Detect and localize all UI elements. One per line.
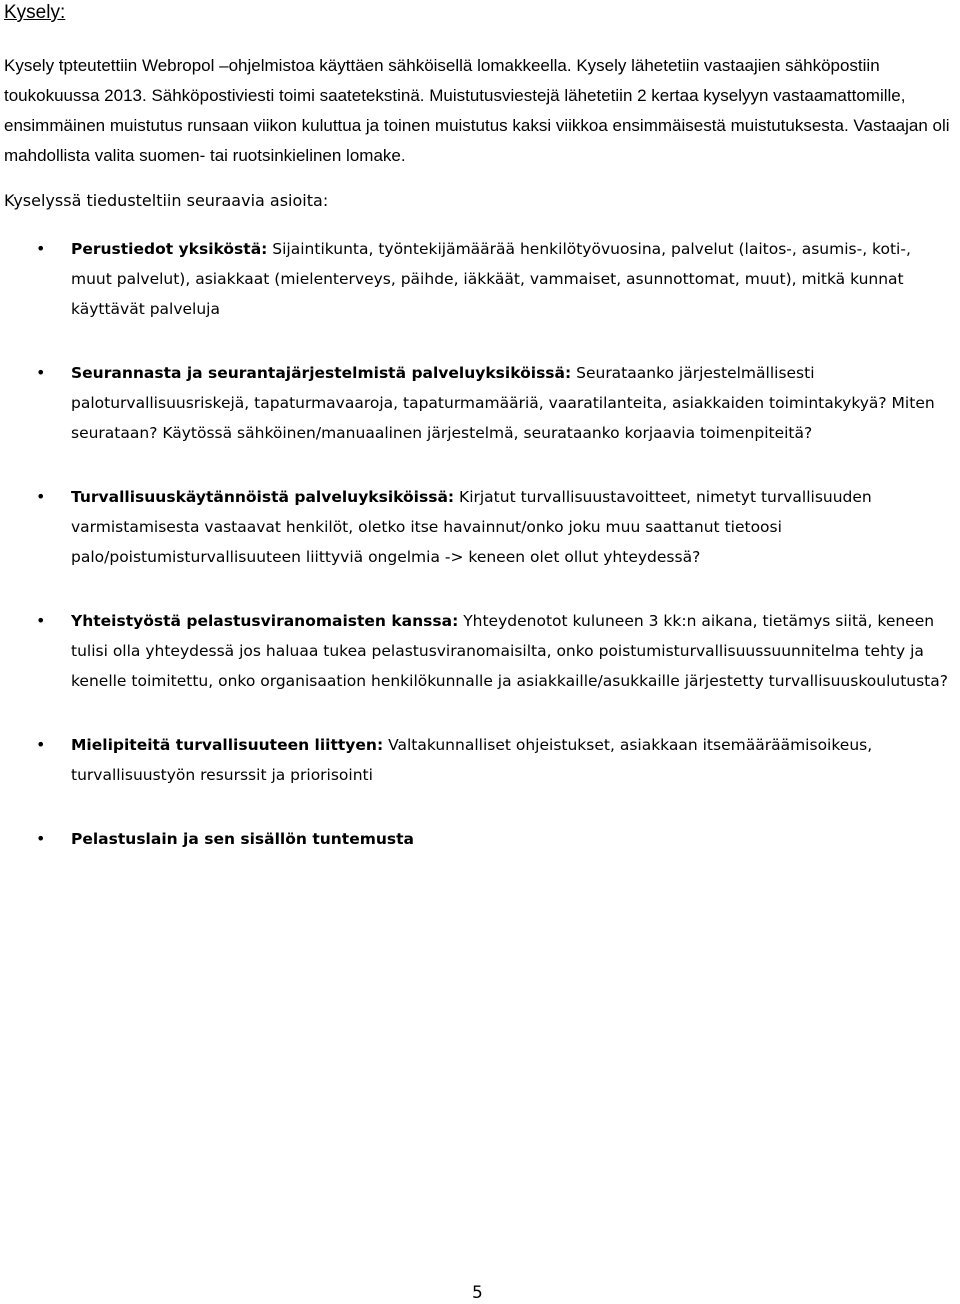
- item-title: Seurannasta ja seurantajärjestelmistä palveluyksiköissä:: [71, 364, 572, 382]
- list-item: [0, 730, 951, 790]
- item-title: Yhteistyöstä pelastusviranomaisten kanssa:: [71, 612, 459, 630]
- item-text: Yhteydenotot kuluneen 3 kk:n aikana, tietämys siitä, keneen tulisi olla yhteydessä jos haluaa tukea pelastusviranomaisilta, onko poistumisturvallisuussuunnitelma tehty ja kenelle toimitettu, onko organisaation henkilökunnalle ja asiakkaille/asukkaille järjestetty turvallisuuskoulutusta?: [71, 612, 948, 690]
- item-text: Valtakunnalliset ohjeistukset, asiakkaan itsemääräämisoikeus, turvallisuustyön resurssit ja priorisointi: [71, 736, 873, 784]
- item-text: Sijaintikunta, työntekijämäärää henkilötyövuosina, palvelut (laitos-, asumis-, koti-, muut palvelut), asiakkaat (mielenterveys, päihde, iäkkäät, vammaiset, asunnottomat, muut), mitkä kunnat käyttävät palveluja: [71, 240, 911, 318]
- item-text: Kirjatut turvallisuustavoitteet, nimetyt turvallisuuden varmistamisesta vastaavat henkilöt, oletko itse havainnut/onko joku muu saattanut tietoosi palo/poistumisturvallisuuteen liittyviä ongelmia -> keneen olet ollut yhteydessä?: [71, 488, 872, 566]
- bullet-icon: •: [36, 829, 46, 848]
- bullet-icon: •: [36, 611, 46, 630]
- list-item: [0, 824, 951, 854]
- page-number: 5: [472, 1283, 483, 1303]
- topic-list: [0, 234, 960, 854]
- intro-paragraph: Kysely tpteutettiin Webropol –ohjelmistoa käyttäen sähköisellä lomakkeella. Kysely lähetetiin vastaajien sähköpostiin toukokuussa 2013. Sähköpostiviesti toimi saatetekstinä. Muistutusviestejä lähetetiin 2 kertaa kyselyyn vastaamattomille, ensimmäinen muistutus runsaan viikon kuluttua ja toinen muistutus kaksi viikkoa ensimmäisestä muistutuksesta. Vastaajan oli mahdollista valita suomen- tai ruotsinkielinen lomake.: [4, 56, 950, 165]
- item-title: Pelastuslain ja sen sisällön tuntemusta: [71, 830, 415, 848]
- list-item: [0, 482, 951, 572]
- item-text: Seurataanko järjestelmällisesti paloturvallisuusriskejä, tapaturmavaaroja, tapaturmamääriä, vaaratilanteita, asiakkaiden toimintakykyä? Miten seurataan? Käytössä sähköinen/manuaalinen järjestelmä, seurataanko korjaavia toimenpiteitä?: [71, 364, 935, 442]
- list-lead-text: Kyselyssä tiedusteltiin seuraavia asioita:: [4, 191, 329, 210]
- item-title: Perustiedot yksiköstä:: [71, 240, 268, 258]
- list-item: [0, 358, 951, 448]
- bullet-icon: •: [36, 363, 46, 382]
- item-title: Mielipiteitä turvallisuuteen liittyen:: [71, 736, 384, 754]
- bullet-icon: •: [36, 487, 46, 506]
- bullet-icon: •: [36, 239, 46, 258]
- section-heading: Kysely:: [4, 2, 66, 23]
- item-title: Turvallisuuskäytännöistä palveluyksiköissä:: [71, 488, 455, 506]
- list-item: [0, 234, 951, 324]
- bullet-icon: •: [36, 735, 46, 754]
- list-item: [0, 606, 951, 696]
